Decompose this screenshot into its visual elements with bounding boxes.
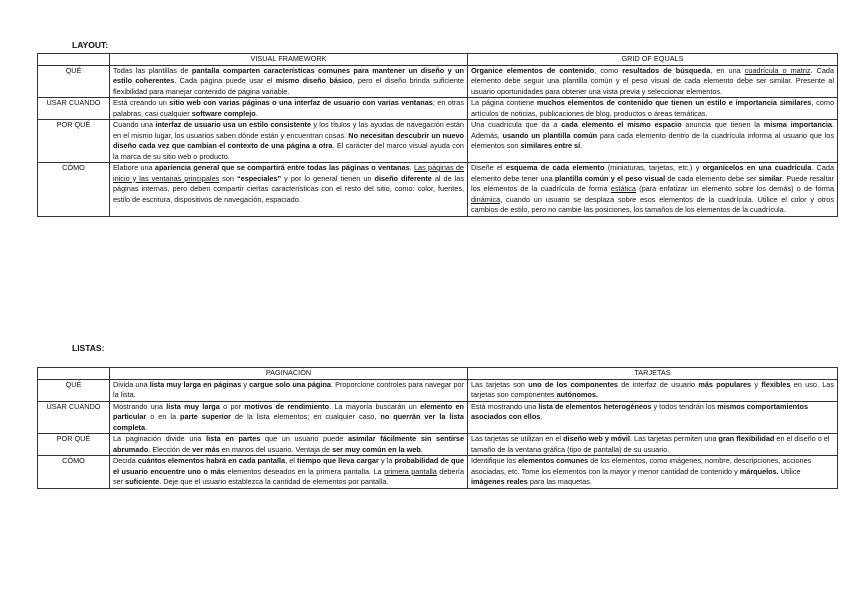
text-run: dinámica: [471, 194, 501, 204]
text-run: de los elementos, como imágenes, nombre, descripciones, acciones asociadas, etc. Tome los elementos con la mayor y menor cantidad de contenido y: [471, 456, 812, 476]
text-run: ver más: [192, 444, 220, 454]
text-run: cada elemento el mismo espacio: [561, 120, 682, 129]
text-run: primera pantalla: [384, 466, 437, 476]
text-run: lista de elementos heterogéneos: [538, 401, 652, 411]
text-run: al de las páginas internas, pero deben compartir ciertas características con el resto del sitio, como: color, fuentes, estilo de escritura, dispositivos de navegación, espaciado.: [113, 173, 465, 204]
text-run: de la lista elementos; en cualquier caso,: [231, 412, 381, 421]
layout-header-row: [38, 54, 838, 66]
text-run: Decida: [113, 456, 138, 465]
text-run: . Deje que el usuario establezca la cantidad de elementos por pantalla.: [159, 477, 389, 486]
text-run: Está creando un: [113, 98, 170, 107]
text-run: .: [409, 163, 414, 172]
tj-como-cell: [468, 456, 838, 489]
text-run: flexibles: [761, 379, 791, 389]
text-run: diseño diferente: [374, 173, 432, 183]
text-run: que un usuario puede: [260, 434, 348, 443]
text-run: resultados de búsqueda: [622, 65, 711, 75]
pg-como-cell: [110, 456, 468, 489]
text-run: . Además,: [471, 120, 834, 140]
text-run: Las tarjetas se utilizan en el: [471, 434, 564, 443]
text-run: Organice elementos de contenido: [471, 65, 595, 75]
text-run: mismos comportamientos asociados con ellos: [471, 401, 809, 421]
text-run: pantalla comparten características comunes para mantener un diseño y un estilo coherentes: [113, 65, 465, 85]
text-run: asimilar fácilmente sin sentirse abrumado: [113, 434, 464, 454]
text-run: Las tarjetas son: [471, 379, 529, 389]
pg-que-cell: [110, 379, 468, 401]
listas-header-row: [38, 368, 838, 380]
text-run: .: [580, 141, 583, 150]
row-label-como: CÓMO: [38, 456, 110, 489]
text-run: lista muy larga: [166, 401, 220, 411]
text-run: . Las tarjetas permiten una: [629, 434, 719, 443]
text-run: autónomos.: [556, 390, 598, 399]
text-run: de cada elemento debe ser: [665, 173, 759, 183]
text-run: elementos deseados en la primera pantalla. La: [224, 466, 385, 476]
text-run: (miniaturas, tarjetas, etc.) y: [604, 163, 703, 172]
text-run: No necesitan descubrir un nuevo diseño cada vez que cambian el contexto de una página a otra: [113, 130, 465, 150]
text-run: imágenes reales: [471, 477, 528, 486]
listas-row-porque: [38, 434, 838, 456]
text-run: Cuando una: [113, 120, 156, 129]
vf-como-cell: [110, 163, 468, 217]
text-run: tiempo que lleva cargar: [297, 456, 379, 465]
text-run: .: [255, 108, 258, 118]
layout-row-porque: [38, 120, 838, 163]
layout-row-usar: [38, 98, 838, 120]
text-run: usando un plantilla común: [502, 130, 598, 140]
text-run: y todos tendrán los: [651, 401, 718, 411]
text-run: . El carácter del marco visual ayuda con la marca de su sitio web o producto.: [113, 141, 464, 161]
text-run: . Puede resaltar los elementos de la cuadrícula de forma: [471, 173, 834, 193]
row-label-que: QUÉ: [38, 379, 110, 401]
ge-que-cell: [468, 65, 838, 98]
listas-corner-cell: [38, 368, 110, 380]
col-header-tarjetas: TARJETAS: [468, 368, 838, 380]
text-run: en manos del usuario. Ventaja de: [219, 444, 333, 454]
text-run: en uso. Las tarjetas son componentes: [471, 379, 834, 399]
text-run: y la: [378, 456, 395, 465]
text-run: elemento en particular: [113, 401, 464, 421]
text-run: en el diseño o el tamaño de la ventana gráfica (tipo de pantalla) de su usuario.: [471, 434, 830, 454]
text-run: Mostrando una: [113, 401, 167, 411]
text-run: , como: [594, 65, 623, 75]
layout-row-que: [38, 65, 838, 98]
text-run: Divida una: [113, 379, 150, 389]
text-run: software complejo: [191, 108, 256, 118]
tj-que-cell: [468, 379, 838, 401]
text-run: lista muy larga en páginas: [149, 379, 242, 389]
text-run: más populares: [698, 379, 752, 389]
text-run: Diseñe el: [471, 163, 506, 172]
text-run: “especiales”: [236, 173, 282, 183]
text-run: cargue solo una página: [249, 379, 331, 389]
text-run: para las maquetas.: [527, 477, 592, 486]
text-run: . La mayoría buscarán un: [329, 401, 421, 411]
text-run: Todas las plantillas de: [113, 65, 192, 75]
text-run: elementos comunes: [518, 456, 589, 465]
text-run: son: [219, 173, 237, 183]
text-run: no querrán ver la lista completa: [113, 412, 464, 432]
text-run: debería ser: [113, 466, 465, 486]
text-run: ; en otras palabras, casi cualquier: [113, 98, 465, 118]
text-run: y los títulos y las ayudas de navegación están en el mismo lugar, los usuarios saben dónde están y encuentran cosas.: [113, 120, 464, 140]
text-run: misma importancia: [763, 120, 832, 129]
listas-row-como: [38, 456, 838, 489]
text-run: Una cuadrícula que da a: [471, 120, 562, 129]
text-run: mismo diseño básico: [275, 76, 353, 85]
text-run: interfaz de usuario usa un estilo consistente: [155, 120, 312, 129]
row-label-usar-cuando: USAR CUANDO: [38, 401, 110, 434]
text-run: y: [751, 379, 762, 389]
row-label-que: QUÉ: [38, 65, 110, 98]
text-run: esquema de cada elemento: [505, 163, 605, 172]
layout-heading: LAYOUT:: [72, 40, 109, 50]
text-run: cuántos elementos habrá en cada pantalla: [137, 456, 286, 465]
text-run: , como artículos de noticias, publicaciones de blog, productos o áreas temáticas.: [471, 98, 834, 118]
text-run: motivos de rendimiento: [244, 401, 330, 411]
text-run: anuncia que tienen la: [681, 120, 764, 129]
text-run: . Cada elemento debe tener una: [471, 163, 834, 183]
text-run: lista en partes: [206, 434, 261, 443]
text-run: similar: [758, 173, 783, 183]
listas-table: [37, 367, 838, 489]
text-run: para cada elemento dentro de la cuadrícula informa al usuario que los elementos son: [471, 130, 834, 150]
text-run: Elabore una: [113, 163, 155, 172]
text-run: .: [145, 422, 148, 432]
listas-row-que: [38, 379, 838, 401]
text-run: muchos elementos de contenido que tienen un estilo e importancia similares: [536, 98, 812, 107]
text-run: uno de los componentes: [528, 379, 618, 389]
text-run: Utilice: [778, 466, 801, 476]
text-run: . Cada elemento debe seguir una plantilla común y el peso visual de cada elemento debe ser similar. Presente al usuario oportunidades para obtener una vista previa y seleccionar elementos.: [471, 65, 834, 96]
ge-usar-cell: [468, 98, 838, 120]
text-run: Está mostrando una: [471, 401, 539, 411]
layout-table: [37, 53, 838, 217]
text-run: márquelos.: [739, 466, 779, 476]
listas-row-usar: [38, 401, 838, 434]
text-run: . Proporcione controles para navegar por la lista.: [113, 379, 465, 399]
text-run: de interfaz de usuario: [617, 379, 699, 389]
text-run: . Elección de: [148, 444, 193, 454]
row-label-por-que: POR QUÉ: [38, 120, 110, 163]
ge-como-cell: [468, 163, 838, 217]
text-run: sitio web con varias páginas o una interfaz de usuario con varias ventanas: [169, 98, 433, 107]
pg-usar-cell: [110, 401, 468, 434]
layout-corner-cell: [38, 54, 110, 66]
text-run: La paginación divide una: [113, 434, 207, 443]
text-run: , el: [285, 456, 298, 465]
text-run: similares entre sí: [520, 141, 581, 150]
col-header-visual-framework: VISUAL FRAMEWORK: [110, 54, 468, 66]
ge-porque-cell: [468, 120, 838, 163]
text-run: estática: [610, 184, 636, 193]
text-run: organícelos en una cuadrícula: [702, 163, 812, 172]
text-run: o en la: [146, 412, 180, 421]
vf-usar-cell: [110, 98, 468, 120]
row-label-por-que: POR QUÉ: [38, 434, 110, 456]
text-run: , cuando un usuario se desplaza sobre esos elementos de la cuadrícula. Utilice el color y otros cambios de estilo, pero no cambie las posiciones, los tamaños de los elementos de la cuadrícula.: [471, 194, 834, 214]
vf-porque-cell: [110, 120, 468, 163]
text-run: .: [540, 412, 543, 421]
text-run: gran flexibilidad: [718, 434, 775, 443]
listas-heading: LISTAS:: [72, 343, 105, 353]
text-run: parte superior: [180, 412, 232, 421]
text-run: . Cada página puede usar el: [174, 76, 276, 85]
text-run: ser muy común en la web: [332, 444, 421, 454]
text-run: La página contiene: [471, 98, 537, 107]
tj-porque-cell: [468, 434, 838, 456]
text-run: plantilla común y el peso visual: [554, 173, 666, 183]
text-run: Las páginas de inicio y las ventanas principales: [113, 163, 464, 183]
text-run: , en una: [710, 65, 745, 75]
text-run: .: [420, 444, 423, 454]
text-run: , pero el diseño brinda suficiente flexibilidad para manejar contenido de página variable.: [113, 76, 464, 96]
text-run: diseño web y móvil: [563, 434, 630, 443]
text-run: probabilidad de que el usuario encuentre uno o más: [113, 456, 465, 476]
text-run: cuadrícula o matriz: [744, 65, 811, 75]
col-header-grid-of-equals: GRID OF EQUALS: [468, 54, 838, 66]
text-run: o por: [219, 401, 245, 411]
row-label-como: CÓMO: [38, 163, 110, 217]
text-run: y por lo general tienen un: [281, 173, 375, 183]
text-run: (para enfatizar un elemento sobre los demás) o de forma: [635, 184, 835, 193]
pg-porque-cell: [110, 434, 468, 456]
text-run: apariencia general que se compartirá entre todas las páginas o ventanas: [154, 163, 410, 172]
text-run: Identifique los: [471, 456, 519, 465]
row-label-usar-cuando: USAR CUANDO: [38, 98, 110, 120]
col-header-paginacion: PAGINACIÓN: [110, 368, 468, 380]
text-run: suficiente: [125, 477, 160, 486]
tj-usar-cell: [468, 401, 838, 434]
vf-que-cell: [110, 65, 468, 98]
layout-row-como: [38, 163, 838, 217]
text-run: y: [241, 379, 250, 389]
